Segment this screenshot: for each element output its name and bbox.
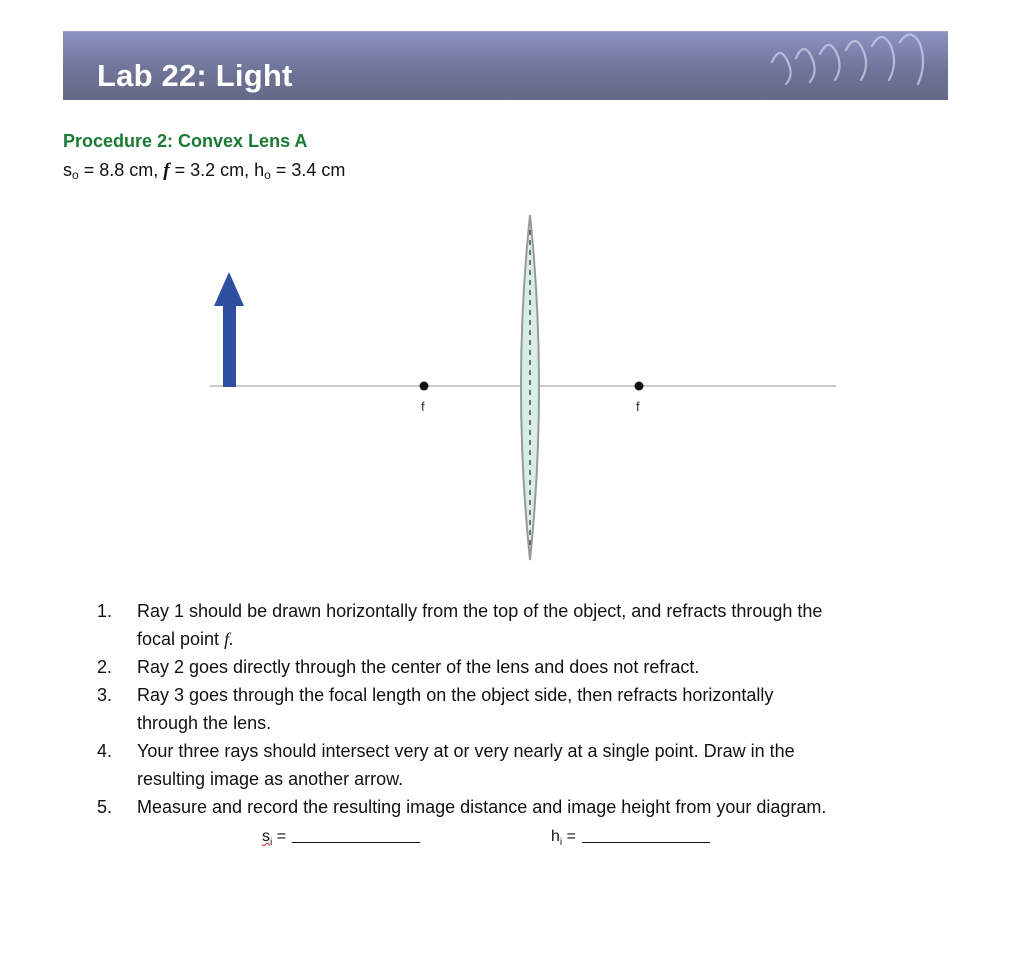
focal-point-left	[420, 382, 429, 391]
hi-label: h	[551, 828, 560, 845]
si-label: s	[262, 828, 270, 845]
so-sub: o	[72, 168, 79, 182]
object-arrow-icon	[214, 272, 244, 387]
ho-value: = 3.4 cm	[275, 160, 346, 180]
image-height-blank[interactable]	[582, 826, 710, 843]
ho-sub: o	[264, 168, 271, 182]
so-label: s	[63, 160, 72, 180]
f-label: f	[163, 160, 170, 181]
focal-point-right	[635, 382, 644, 391]
image-distance-answer: $s_i$ =	[262, 826, 420, 848]
list-item: 1. Ray 1 should be drawn horizontally from the top of the object, and refracts through the focal point f.	[97, 601, 823, 649]
list-item: 5. Measure and record the resulting image distance and image height from your diagram.	[97, 797, 827, 817]
f-value: = 3.2 cm,	[174, 160, 250, 180]
image-height-answer: $h_i$ =	[551, 826, 710, 848]
lens-diagram	[180, 210, 840, 565]
image-distance-blank[interactable]	[292, 826, 420, 843]
list-item: 4. Your three rays should intersect very at or very nearly at a single point. Draw in the resulting image as another arrow.	[97, 741, 795, 789]
focal-label-left: f	[421, 399, 425, 414]
swirl-decoration-icon	[752, 32, 942, 100]
list-item: 3. Ray 3 goes through the focal length on the object side, then refracts horizontally through the lens.	[97, 685, 774, 733]
list-item: 2. Ray 2 goes directly through the center of the lens and does not refract.	[97, 657, 700, 677]
procedure-parameters	[63, 160, 345, 182]
header-banner	[63, 31, 948, 100]
procedure-title: Procedure 2: Convex Lens A	[63, 131, 308, 151]
so-value: = 8.8 cm,	[83, 160, 159, 180]
ho-label: h	[254, 160, 265, 180]
focal-label-right: f	[636, 399, 640, 414]
page-title: Lab 22: Light	[97, 58, 293, 93]
convex-lens	[521, 215, 539, 560]
answer-fields	[0, 826, 1024, 856]
instruction-list	[97, 597, 977, 821]
